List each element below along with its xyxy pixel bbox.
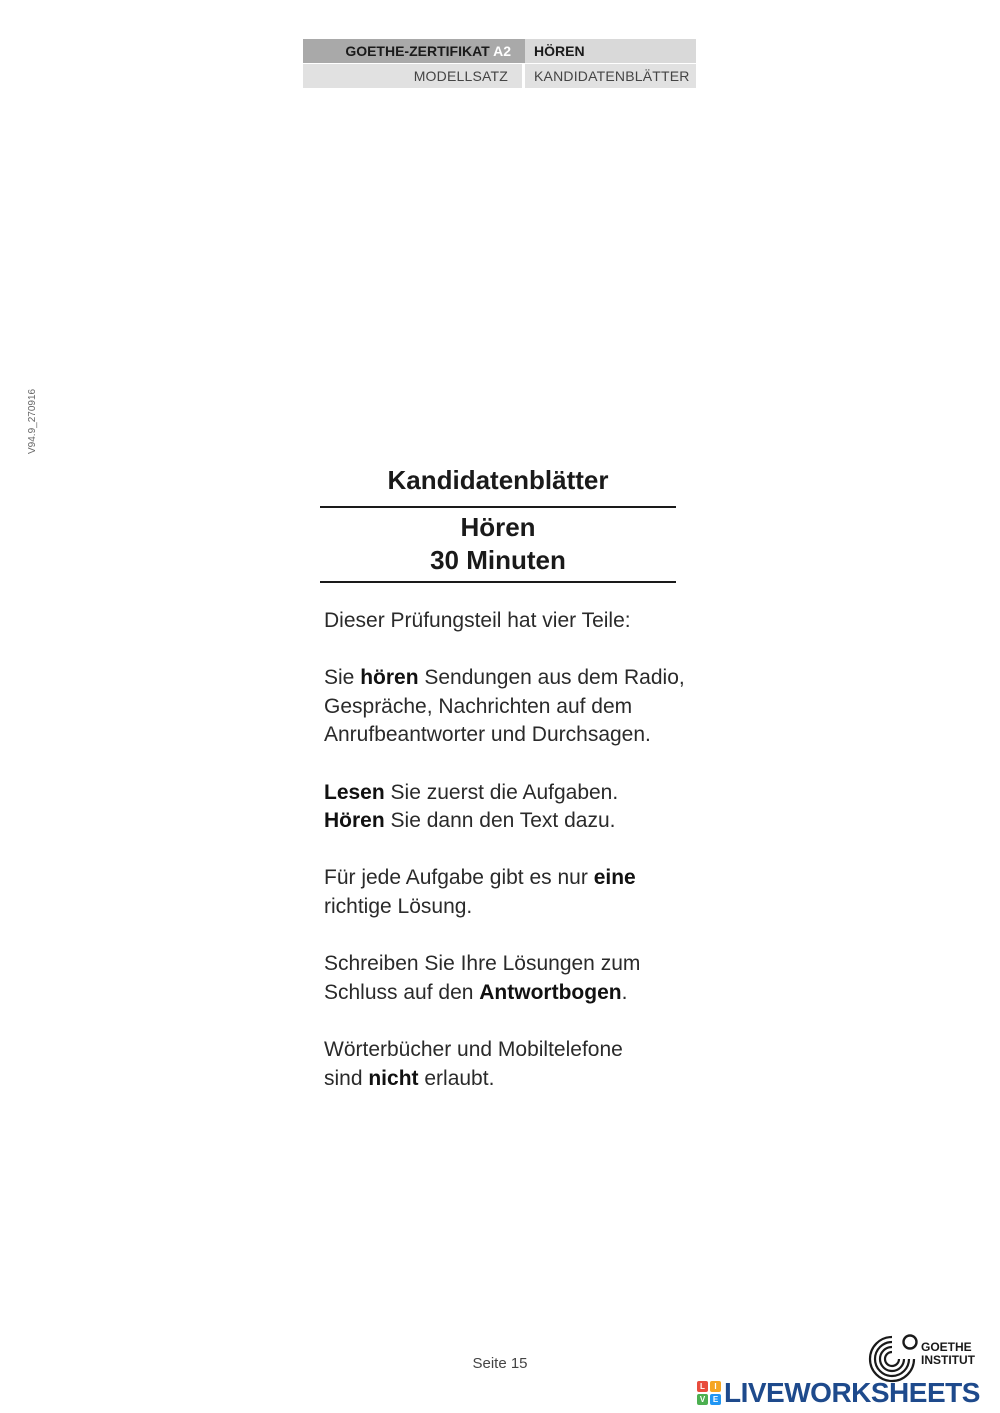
liveworksheets-badge-icon: L I V E (697, 1381, 721, 1405)
instruction-intro: Dieser Prüfungsteil hat vier Teile: (324, 609, 631, 632)
exam-section: HÖREN (525, 39, 696, 63)
instruction-read: Lesen Sie zuerst die Aufgaben. Hören Sie dann den Text dazu. (324, 780, 619, 833)
instruction-answer-sheet: Schreiben Sie Ihre Lösungen zum Schluss auf den Antwortbogen. (324, 952, 641, 1004)
goethe-institut-wordmark: GOETHE INSTITUT (921, 1340, 975, 1367)
header-row-exam (303, 39, 696, 63)
page-title: Kandidatenblätter (387, 465, 609, 495)
section-title: Hören (460, 512, 536, 542)
exam-header (303, 39, 696, 88)
document-type: MODELLSATZ (303, 64, 525, 88)
liveworksheets-wordmark: LIVEWORKSHEETS (724, 1377, 980, 1408)
exam-name-text: GOETHE-ZERTIFIKAT (345, 43, 490, 59)
subtitle-group (320, 508, 676, 581)
instruction-one-answer: Für jede Aufgabe gibt es nur eine richtige Lösung. (324, 866, 636, 918)
exam-name (303, 39, 525, 63)
page-number: Seite 15 (472, 1355, 528, 1372)
title-rule-bottom (320, 581, 676, 583)
liveworksheets-watermark (697, 1376, 980, 1410)
version-code: V94.9_270916 (27, 388, 38, 454)
header-row-type (303, 64, 696, 88)
instructions (324, 607, 694, 1122)
exam-level: A2 (493, 43, 511, 59)
sheet-type: KANDIDATENBLÄTTER (525, 64, 696, 88)
instruction-devices: Wörterbücher und Mobiltelefone sind nicht erlaubt. (324, 1037, 623, 1090)
duration: 30 Minuten (430, 545, 566, 575)
instruction-listen: Sie hören Sendungen aus dem Radio, Gespräche, Nachrichten auf dem Anrufbeantworter und Durchsagen. (324, 666, 685, 747)
title-block (320, 463, 676, 583)
